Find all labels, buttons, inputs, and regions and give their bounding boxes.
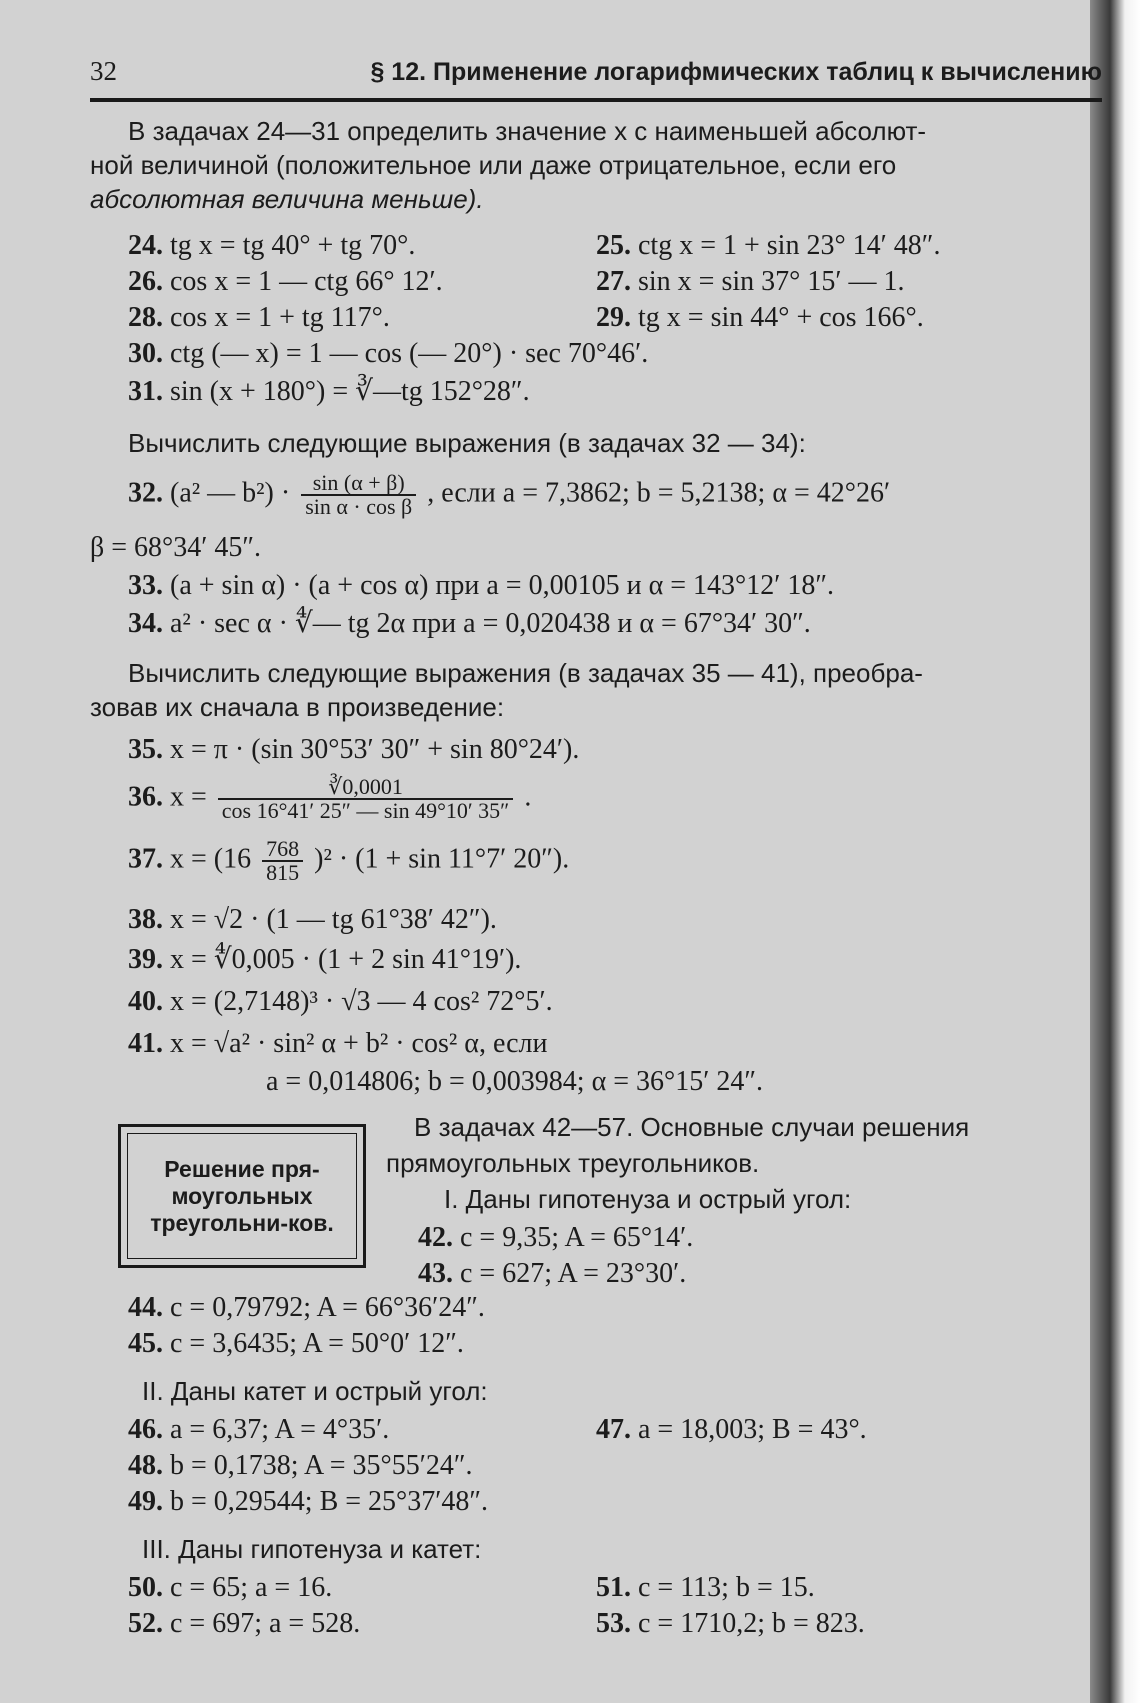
problem-number: 41.: [128, 1028, 163, 1059]
problem-expression: a = 6,37; A = 4°35′.: [170, 1414, 390, 1445]
section3-intro-line-1: Вычислить следующие выражения (в задачах 35 — 41), преобра-: [128, 658, 923, 688]
problem-expression: cos x = 1 + tg 117°.: [170, 302, 390, 333]
problem-expression: c = 65; a = 16.: [170, 1572, 333, 1603]
problem-47: [596, 1416, 867, 1444]
problem-expression: ctg x = 1 + sin 23° 14′ 48″.: [638, 230, 941, 261]
problem-number: 45.: [128, 1328, 163, 1359]
fraction-numerator: 768: [262, 838, 303, 862]
section3-intro-line-2: зовав их сначала в произведение:: [90, 692, 505, 722]
problem-expression: tg x = tg 40° + tg 70°.: [170, 230, 416, 261]
problem-expression: x = ∜0,005 · (1 + 2 sin 41°19′).: [170, 944, 522, 975]
sidebox-title: Решение пря-моугольных треугольни-ков.: [150, 1155, 334, 1236]
problem-number: 27.: [596, 266, 631, 297]
problem-expression: b = 0,29544; B = 25°37′48″.: [170, 1486, 489, 1517]
problem-number: 48.: [128, 1450, 163, 1481]
problem-43: [418, 1260, 686, 1288]
expr-lhs: (a² — b²) ·: [170, 477, 291, 509]
problem-number: 52.: [128, 1608, 163, 1639]
intro-line-2: ной величиной (положительное или даже отрицательное, если его: [90, 150, 897, 180]
problem-number: 43.: [418, 1258, 453, 1289]
problem-number: 28.: [128, 302, 163, 333]
problem-number: 37.: [128, 843, 163, 875]
problem-expression: c = 627; A = 23°30′.: [460, 1258, 687, 1289]
problem-expression: a² · sec α · ∜— tg 2α при a = 0,020438 и α = 67°34′ 30″.: [170, 608, 811, 639]
problem-29: [596, 304, 924, 332]
problem-number: 51.: [596, 1572, 631, 1603]
problem-number: 29.: [596, 302, 631, 333]
problem-32: [128, 472, 890, 518]
problem-expression: c = 3,6435; A = 50°0′ 12″.: [170, 1328, 464, 1359]
problem-31: [128, 378, 530, 406]
problem-expression: x = (2,7148)³ · √3 — 4 cos² 72°5′.: [170, 986, 553, 1017]
fraction: [218, 776, 514, 822]
problem-number: 40.: [128, 986, 163, 1017]
problem-expression: c = 113; b = 15.: [638, 1572, 815, 1603]
section2-intro: Вычислить следующие выражения (в задачах 32 — 34):: [128, 428, 806, 458]
case-3-heading: III. Даны гипотенуза и катет:: [142, 1534, 482, 1564]
problem-expression: c = 0,79792; A = 66°36′24″.: [170, 1292, 485, 1323]
problem-26: [128, 268, 443, 296]
problem-50: [128, 1574, 332, 1602]
problem-53: [596, 1610, 865, 1638]
problem-number: 46.: [128, 1414, 163, 1445]
page-edge-shadow: [1090, 0, 1140, 1703]
problem-expression: c = 9,35; A = 65°14′.: [460, 1222, 694, 1253]
problem-number: 34.: [128, 608, 163, 639]
fraction-numerator: sin (α + β): [301, 472, 416, 496]
expr-tail: .: [524, 781, 532, 813]
problem-expression: x = √a² · sin² α + b² · cos² α, если: [170, 1028, 548, 1059]
problem-number: 36.: [128, 781, 163, 813]
problem-27: [596, 268, 904, 296]
problem-40: [128, 988, 553, 1016]
problem-49: [128, 1488, 488, 1516]
fraction-denominator: cos 16°41′ 25″ — sin 49°10′ 35″: [221, 798, 510, 823]
problem-expression: sin x = sin 37° 15′ — 1.: [638, 266, 905, 297]
problem-number: 33.: [128, 570, 163, 601]
problem-expression: c = 1710,2; b = 823.: [638, 1608, 865, 1639]
problem-number: 24.: [128, 230, 163, 261]
problem-35: [128, 736, 579, 764]
problem-number: 35.: [128, 734, 163, 765]
problem-expression: sin (x + 180°) = ∛—tg 152°28″.: [170, 376, 530, 407]
running-title: § 12. Применение логарифмических таблиц к вычислению: [370, 58, 1102, 86]
problem-number: 53.: [596, 1608, 631, 1639]
problem-28: [128, 304, 390, 332]
expr-lhs: x = (16: [170, 843, 252, 875]
page-number: 32: [90, 56, 117, 86]
problem-number: 32.: [128, 477, 163, 509]
expr-lhs: x =: [170, 781, 207, 813]
problem-41-continuation: a = 0,014806; b = 0,003984; α = 36°15′ 24″.: [266, 1066, 764, 1097]
case-2-heading: II. Даны катет и острый угол:: [142, 1376, 488, 1406]
problem-number: 39.: [128, 944, 163, 975]
problem-number: 49.: [128, 1486, 163, 1517]
problem-37: [128, 838, 569, 884]
problem-number: 42.: [418, 1222, 453, 1253]
problem-30: [128, 340, 648, 368]
problem-expression: b = 0,1738; A = 35°55′24″.: [170, 1450, 473, 1481]
section-sidebox: [118, 1124, 366, 1268]
fraction: [301, 472, 416, 518]
problem-38: [128, 906, 497, 934]
problem-32-continuation: β = 68°34′ 45″.: [90, 532, 262, 563]
problem-42: [418, 1224, 693, 1252]
problem-34: [128, 610, 811, 638]
fraction: [262, 838, 303, 884]
problem-expression: x = π · (sin 30°53′ 30″ + sin 80°24′).: [170, 734, 580, 765]
problem-41: [128, 1030, 547, 1058]
problem-24: [128, 232, 415, 260]
problem-expression: ctg (— x) = 1 — cos (— 20°) · sec 70°46′.: [170, 338, 649, 369]
section4-line-2: прямоугольных треугольников.: [386, 1148, 760, 1178]
problem-33: [128, 572, 834, 600]
problem-expression: cos x = 1 — ctg 66° 12′.: [170, 266, 443, 297]
problem-44: [128, 1294, 485, 1322]
problem-expression: tg x = sin 44° + cos 166°.: [638, 302, 924, 333]
problem-46: [128, 1416, 389, 1444]
problem-expression: a = 18,003; B = 43°.: [638, 1414, 867, 1445]
problem-48: [128, 1452, 472, 1480]
sidebox-inner-frame: [127, 1133, 357, 1259]
problem-number: 31.: [128, 376, 163, 407]
fraction-numerator: ∛0,0001: [218, 776, 514, 800]
problem-expression: c = 697; a = 528.: [170, 1608, 361, 1639]
problem-expression: x = √2 · (1 — tg 61°38′ 42″).: [170, 904, 497, 935]
problem-number: 30.: [128, 338, 163, 369]
problem-number: 50.: [128, 1572, 163, 1603]
expr-rhs: )² · (1 + sin 11°7′ 20″).: [314, 843, 570, 875]
problem-36: [128, 776, 531, 822]
problem-number: 44.: [128, 1292, 163, 1323]
fraction-denominator: 815: [266, 860, 300, 885]
problem-39: [128, 946, 521, 974]
problem-number: 25.: [596, 230, 631, 261]
problem-52: [128, 1610, 360, 1638]
case-1-heading: I. Даны гипотенуза и острый угол:: [444, 1184, 852, 1214]
problem-number: 47.: [596, 1414, 631, 1445]
intro-line-3: абсолютная величина меньше).: [90, 184, 484, 214]
problem-51: [596, 1574, 815, 1602]
problem-45: [128, 1330, 464, 1358]
fraction-denominator: sin α · cos β: [305, 494, 413, 519]
problem-25: [596, 232, 940, 260]
page-header: [90, 52, 1102, 102]
problem-expression: (a + sin α) · (a + cos α) при a = 0,00105 и α = 143°12′ 18″.: [170, 570, 835, 601]
section4-line-1: В задачах 42—57. Основные случаи решения: [414, 1112, 970, 1142]
problem-number: 26.: [128, 266, 163, 297]
problem-number: 38.: [128, 904, 163, 935]
expr-rhs: , если a = 7,3862; b = 5,2138; α = 42°26′: [427, 477, 891, 509]
intro-line-1: В задачах 24—31 определить значение x с наименьшей абсолют-: [128, 116, 927, 146]
